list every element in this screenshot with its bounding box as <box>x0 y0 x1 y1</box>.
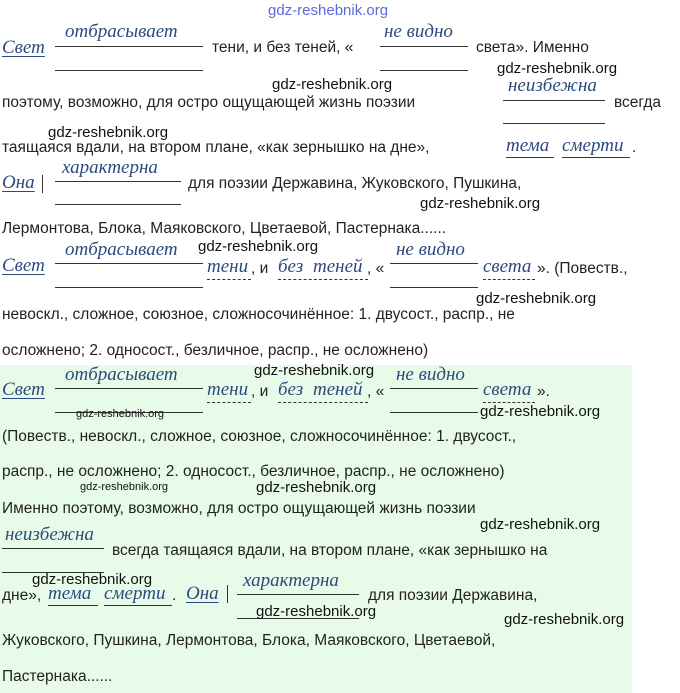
adverbial-word: без <box>278 379 304 400</box>
predicate-word: неизбежна <box>508 75 597 96</box>
watermark: gdz-reshebnik.org <box>480 516 601 533</box>
predicate-word: не видно <box>396 239 465 260</box>
blank-line <box>390 287 478 288</box>
subject-word: тема <box>48 583 92 604</box>
text: для поэзии Державина, Жуковского, Пушкина, <box>188 175 522 192</box>
blank-line <box>55 70 203 71</box>
object-underline <box>207 279 251 280</box>
adverbial-underline <box>278 402 368 403</box>
text: дне», <box>2 587 42 604</box>
subject-word: Свет <box>2 255 45 276</box>
divider <box>227 585 228 603</box>
watermark: gdz-reshebnik.org <box>504 611 625 628</box>
subject-word: Свет <box>2 379 45 400</box>
subject-word: смерти <box>562 135 624 156</box>
object-word: тени <box>207 379 249 400</box>
text: Именно поэтому, возможно, для остро ощущающей жизнь поэзии <box>2 500 476 517</box>
subject-word: Она <box>186 583 219 604</box>
text: Пастернака...... <box>2 668 113 685</box>
adverbial-underline <box>278 279 368 280</box>
object-underline <box>207 402 251 403</box>
subject-word: смерти <box>104 583 166 604</box>
subject-word: Свет <box>2 37 45 58</box>
blank-line <box>503 123 605 124</box>
watermark: gdz-reshebnik.org <box>272 76 393 93</box>
text: поэтому, возможно, для остро ощущающей жизнь поэзии <box>2 94 416 111</box>
text: таящаяся вдали, на втором плане, «как зернышко на дне», <box>2 139 430 156</box>
predicate-word: характерна <box>62 157 158 178</box>
subject-underline <box>48 605 98 606</box>
object-word: света <box>483 256 532 277</box>
watermark: gdz-reshebnik.org <box>497 60 618 77</box>
subject-word: тема <box>506 135 550 156</box>
blank-line <box>390 412 478 413</box>
watermark: gdz-reshebnik.org <box>476 290 597 307</box>
object-underline <box>483 279 535 280</box>
adverbial-word: теней <box>313 379 363 400</box>
watermark: gdz-reshebnik.org <box>268 2 389 19</box>
text: всегда <box>614 94 662 111</box>
text: света». Именно <box>476 39 589 56</box>
text: всегда таящаяся вдали, на втором плане, «как зернышко на <box>112 542 548 559</box>
text: (Повеств., невоскл., сложное, союзное, сложносочинённое: 1. двусост., <box>2 428 517 445</box>
text: Лермонтова, Блока, Маяковского, Цветаевой, Пастернака...... <box>2 220 447 237</box>
predicate-underline <box>55 181 181 182</box>
predicate-word: характерна <box>243 570 339 591</box>
object-word: света <box>483 379 532 400</box>
predicate-underline <box>55 46 203 47</box>
predicate-word: отбрасывает <box>65 239 178 260</box>
predicate-word: не видно <box>396 364 465 385</box>
watermark: gdz-reshebnik.org <box>198 238 319 255</box>
subject-word: Она <box>2 172 35 193</box>
text: тени, и без теней, « <box>212 39 354 56</box>
watermark: gdz-reshebnik.org <box>76 408 165 420</box>
predicate-word: отбрасывает <box>65 21 178 42</box>
text: распр., не осложнено; 2. односост., безличное, распр., не осложнено) <box>2 463 505 480</box>
text: Жуковского, Пушкина, Лермонтова, Блока, Маяковского, Цветаевой, <box>2 632 496 649</box>
blank-line <box>380 70 468 71</box>
predicate-underline <box>380 46 468 47</box>
adverbial-word: без <box>278 256 304 277</box>
object-word: тени <box>207 256 249 277</box>
predicate-underline <box>390 388 478 389</box>
predicate-underline <box>55 263 203 264</box>
text: ». (Повеств., <box>537 260 628 277</box>
predicate-underline <box>390 263 478 264</box>
predicate-underline <box>503 100 605 101</box>
text: , « <box>367 260 385 277</box>
divider <box>42 175 43 193</box>
predicate-underline <box>237 594 359 595</box>
adverbial-word: теней <box>313 256 363 277</box>
blank-line <box>55 204 181 205</box>
blank-line <box>55 287 203 288</box>
predicate-underline <box>55 388 203 389</box>
text: , и <box>251 383 269 400</box>
text: ». <box>537 383 550 400</box>
subject-underline <box>562 157 630 158</box>
watermark: gdz-reshebnik.org <box>480 403 601 420</box>
watermark: gdz-reshebnik.org <box>48 124 169 141</box>
text: . <box>632 139 637 156</box>
watermark: gdz-reshebnik.org <box>420 195 541 212</box>
text: осложнено; 2. односост., безличное, распр., не осложнено) <box>2 342 429 359</box>
watermark: gdz-reshebnik.org <box>32 571 153 588</box>
watermark: gdz-reshebnik.org <box>256 479 377 496</box>
text: , « <box>367 383 385 400</box>
subject-underline <box>506 157 554 158</box>
text: . <box>172 587 177 604</box>
subject-underline <box>104 605 172 606</box>
watermark: gdz-reshebnik.org <box>256 603 377 620</box>
predicate-word: не видно <box>384 21 453 42</box>
predicate-underline <box>2 548 104 549</box>
text: , и <box>251 260 269 277</box>
text: невоскл., сложное, союзное, сложносочинённое: 1. двусост., распр., не <box>2 306 515 323</box>
watermark: gdz-reshebnik.org <box>254 362 375 379</box>
text: для поэзии Державина, <box>368 587 538 604</box>
predicate-word: отбрасывает <box>65 364 178 385</box>
predicate-word: неизбежна <box>5 524 94 545</box>
watermark: gdz-reshebnik.org <box>80 481 169 493</box>
